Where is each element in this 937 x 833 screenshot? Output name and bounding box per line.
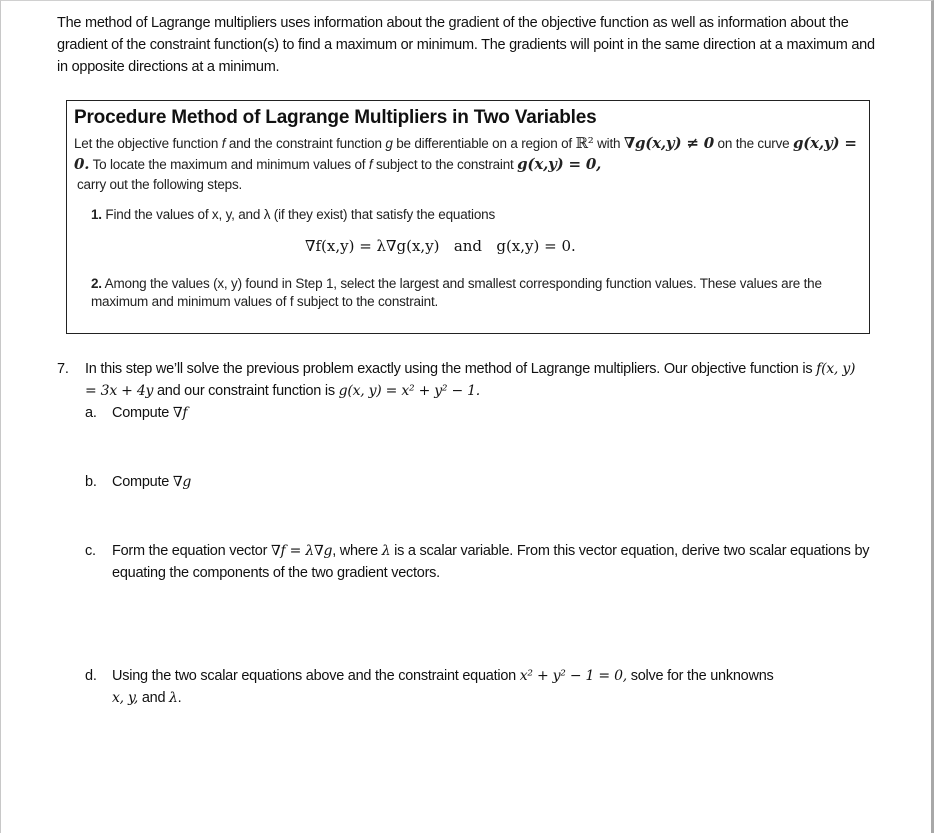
part-label: b. <box>85 474 97 490</box>
intro-text: The method of Lagrange multipliers uses information about the gradient of the objective function as well as information about the gradient of the constraint function(s) to find a maximum or minimum. The gradients will point in the same direction at a maximum and in opposite directions at a minimum. <box>57 15 875 75</box>
procedure-box <box>66 100 870 334</box>
math-grad-f: ∇f <box>172 405 188 421</box>
text: and <box>138 690 170 706</box>
question-number: 7. <box>57 361 69 377</box>
text: Let the objective function <box>74 136 222 151</box>
math-grad-g: ∇g <box>172 474 192 490</box>
text: and our constraint function is <box>153 383 339 399</box>
procedure-intro <box>74 133 859 195</box>
text: on the curve <box>714 136 793 151</box>
step-text: Find the values of x, y, and λ (if they exist) that satisfy the equations <box>101 207 496 222</box>
math-curve: g(x,y) = 0. <box>74 134 857 173</box>
text: Compute <box>112 405 173 421</box>
math-lambda: λ <box>381 543 391 559</box>
math-gradient-condition: ∇g(x,y) ≠ 0 <box>623 134 714 152</box>
math-objective: f(x, y) = 3x + 4y <box>85 361 856 399</box>
intro-paragraph <box>57 12 887 78</box>
text: In this step we’ll solve the previous problem exactly using the method of Lagrange multipliers. Our objective function is <box>85 361 817 377</box>
math-r2: ℝ² <box>575 134 594 152</box>
text: subject to the constraint <box>372 157 518 172</box>
procedure-step-1 <box>91 207 495 222</box>
text: be differentiable on a region of <box>392 136 576 151</box>
procedure-step-2 <box>91 275 851 311</box>
text: carry out the following steps. <box>77 177 243 192</box>
text: solve for the unknowns <box>626 668 774 684</box>
math-f: f <box>221 136 226 151</box>
math-vars: x, y, <box>112 690 139 706</box>
math-lambda: λ <box>169 690 178 706</box>
procedure-title: Procedure Method of Lagrange Multipliers in Two Variables <box>74 107 597 128</box>
text: Using the two scalar equations above and the constraint equation <box>112 668 520 684</box>
part-label: c. <box>85 543 96 559</box>
math-vector-equation: ∇f = λ∇g <box>270 543 333 559</box>
part-label: a. <box>85 405 97 421</box>
math-constraint: g(x,y) = 0, <box>517 155 602 173</box>
part-label: d. <box>85 668 97 684</box>
step-number: 1. <box>91 207 102 222</box>
text: is a scalar variable. From this vector equation, derive two scalar equations by equating the components of the two gradient vectors. <box>112 543 870 581</box>
question-text <box>85 358 865 402</box>
math-constraint: g(x, y) = x² + y² − 1. <box>338 383 481 399</box>
text: and the constraint function <box>225 136 386 151</box>
text: To locate the maximum and minimum values of <box>89 157 369 172</box>
math-constraint-equation: x² + y² − 1 = 0, <box>519 668 627 684</box>
text: Form the equation vector <box>112 543 271 559</box>
text: , where <box>332 543 382 559</box>
math-f: f <box>368 157 373 172</box>
step-number: 2. <box>91 276 102 291</box>
step-text: Among the values (x, y) found in Step 1, select the largest and smallest corresponding function values. These values are the maximum and minimum values of f subject to the constraint. <box>91 276 822 309</box>
text: . <box>177 690 182 706</box>
lagrange-equation: ∇f(x,y) = λ∇g(x,y) and g(x,y) = 0. <box>305 237 576 255</box>
text: with <box>593 136 624 151</box>
text: Compute <box>112 474 173 490</box>
math-g: g <box>385 136 393 151</box>
